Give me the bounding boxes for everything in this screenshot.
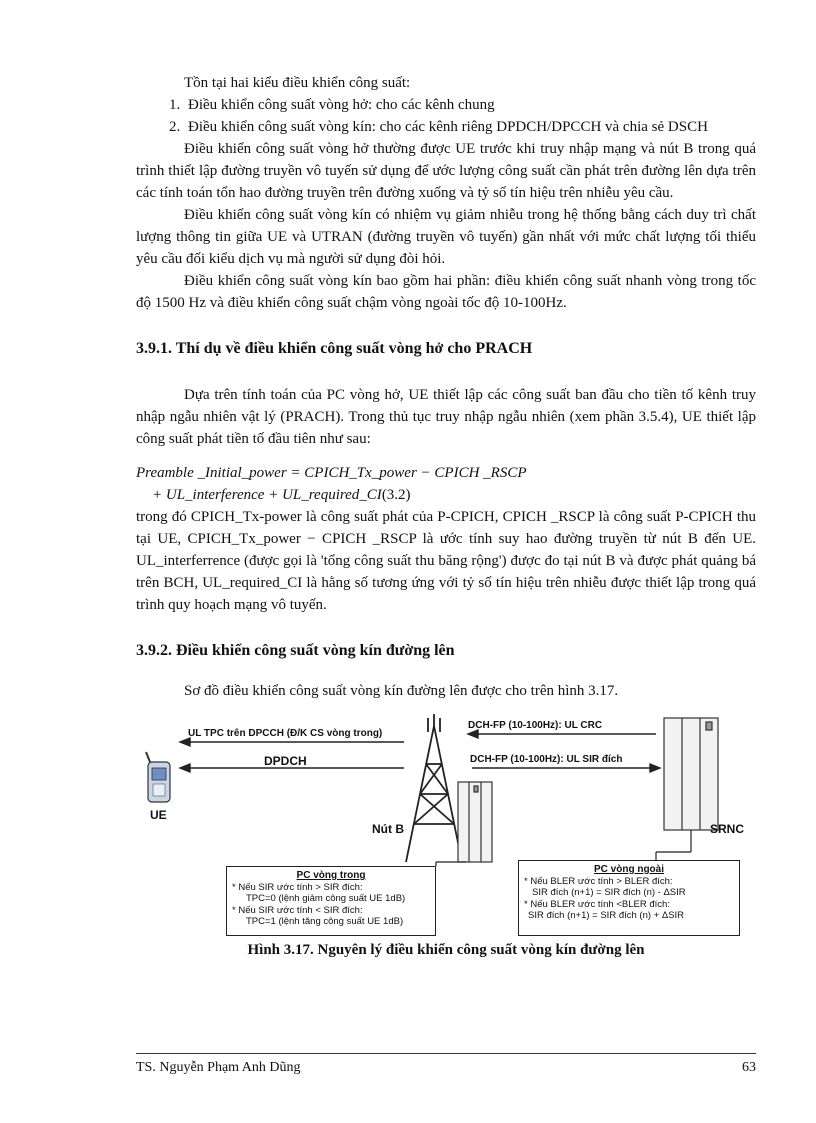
sir-label: DCH-FP (10-100Hz): UL SIR đích — [470, 754, 623, 765]
page-body — [136, 72, 756, 959]
inner-loop-line: * Nếu SIR ước tính > SIR đích: — [232, 881, 363, 893]
formula-line: Preamble _Initial_power = CPICH_Tx_power − CPICH _RSCP — [136, 465, 527, 481]
figure-diagram — [136, 712, 756, 940]
inner-loop-title: PC vòng trong — [296, 870, 366, 881]
section-heading: 3.9.1. Thí dụ về điều khiển công suất vòng hở cho PRACH — [136, 340, 533, 357]
paragraph: Sơ đồ điều khiển công suất vòng kín đường lên được cho trên hình 3.17. — [184, 683, 619, 699]
intro-text: Tồn tại hai kiểu điều khiển công suất: — [184, 75, 411, 91]
inner-loop-box — [226, 866, 436, 936]
formula — [136, 462, 756, 506]
paragraph: Dựa trên tính toán của PC vòng hở, UE thiết lập các công suất ban đầu cho tiền tố kênh truy nhập ngẫu nhiên vật lý (PRACH). Trong thủ tục truy nhập ngẫu nhiên (xem phần 3.5.4), UE thiết lập công suất phát tiền tố đầu tiên như sau: — [136, 387, 756, 447]
outer-loop-line: * Nếu BLER ước tính <BLER đích: — [524, 898, 670, 910]
phone-icon — [146, 752, 170, 802]
outer-loop-line: SIR đích (n+1) = SIR đích (n) + ΔSIR — [528, 910, 685, 921]
tower-icon — [406, 714, 462, 862]
inner-loop-line: TPC=0 (lệnh giảm công suất UE 1dB) — [246, 893, 406, 904]
dpdch-label: DPDCH — [264, 754, 307, 768]
formula-line: + UL_interference + UL_required_CI — [152, 487, 382, 503]
node-b-cabinet-icon — [458, 782, 492, 862]
figure-caption: Hình 3.17. Nguyên lý điều khiển công suất vòng kín đường lên — [247, 942, 645, 958]
page-footer — [136, 1053, 756, 1076]
srnc-label: SRNC — [710, 822, 745, 836]
node-b-label: Nút B — [372, 822, 404, 836]
list-item: 1. Điều khiển công suất vòng hở: cho các kênh chung — [184, 94, 756, 116]
paragraph: Điều khiển công suất vòng hở thường được UE trước khi truy nhập mạng và nút B trong quá trình thiết lập đường truyền vô tuyến sử dụng để ước lượng công suất cần phát trên đường lên dựa trên các tính toán tổn hao đường truyền trên đường xuống và tỷ số tín hiệu trên nhiễu yêu cầu. — [136, 141, 756, 201]
inner-loop-line: TPC=1 (lệnh tăng công suất UE 1dB) — [246, 916, 404, 927]
list-item: 2. Điều khiển công suất vòng kín: cho các kênh riêng DPDCH/DPCCH và chia sẻ DSCH — [184, 116, 756, 138]
paragraph: trong đó CPICH_Tx-power là công suất phát của P-CPICH, CPICH _RSCP là công suất P-CPICH thu tại UE, CPICH_Tx_power − CPICH _RSCP là ước tính suy hao đường truyền từ nút B đến UE. UL_interferrence (được gọi là 'tổng công suất thu băng rộng') được đo tại nút B và được phát quảng bá trên BCH, UL_required_CI là hằng số tương ứng với tỷ số tín hiệu trên nhiễu được thiết lập trong quá trình quy hoạch mạng vô tuyến. — [136, 509, 756, 613]
power-control-list — [136, 94, 756, 138]
srnc-cabinet-icon — [664, 718, 718, 830]
paragraph: Điều khiển công suất vòng kín bao gồm hai phần: điều khiển công suất nhanh vòng trong tốc độ 1500 Hz và điều khiển công suất chậm vòng ngoài tốc độ 10-100Hz. — [136, 273, 756, 311]
paragraph: Điều khiển công suất vòng kín có nhiệm vụ giảm nhiễu trong hệ thống bằng cách duy trì chất lượng thông tin giữa UE và UTRAN (đường truyền vô tuyến) gần nhất với mức chất lượng tối thiểu yêu cầu đối kiểu dịch vụ mà người sử dụng đòi hỏi. — [136, 207, 756, 267]
section-heading: 3.9.2. Điều khiển công suất vòng kín đường lên — [136, 642, 455, 659]
ue-label: UE — [150, 808, 167, 822]
inner-loop-line: * Nếu SIR ước tính < SIR đích: — [232, 904, 363, 916]
footer-author: TS. Nguyễn Phạm Anh Dũng — [136, 1060, 301, 1075]
outer-loop-box — [518, 860, 740, 936]
outer-loop-line: SIR đích (n+1) = SIR đích (n) - ΔSIR — [532, 887, 686, 898]
equation-number: (3.2) — [381, 487, 411, 503]
formula-line-2 — [136, 484, 756, 506]
page-number: 63 — [742, 1060, 756, 1075]
crc-label: DCH-FP (10-100Hz): UL CRC — [468, 720, 603, 731]
outer-loop-line: * Nếu BLER ước tính > BLER đích: — [524, 875, 673, 887]
outer-loop-title: PC vòng ngoài — [594, 864, 664, 875]
ul-tpc-label: UL TPC trên DPCCH (Đ/K CS vòng trong) — [188, 728, 383, 739]
